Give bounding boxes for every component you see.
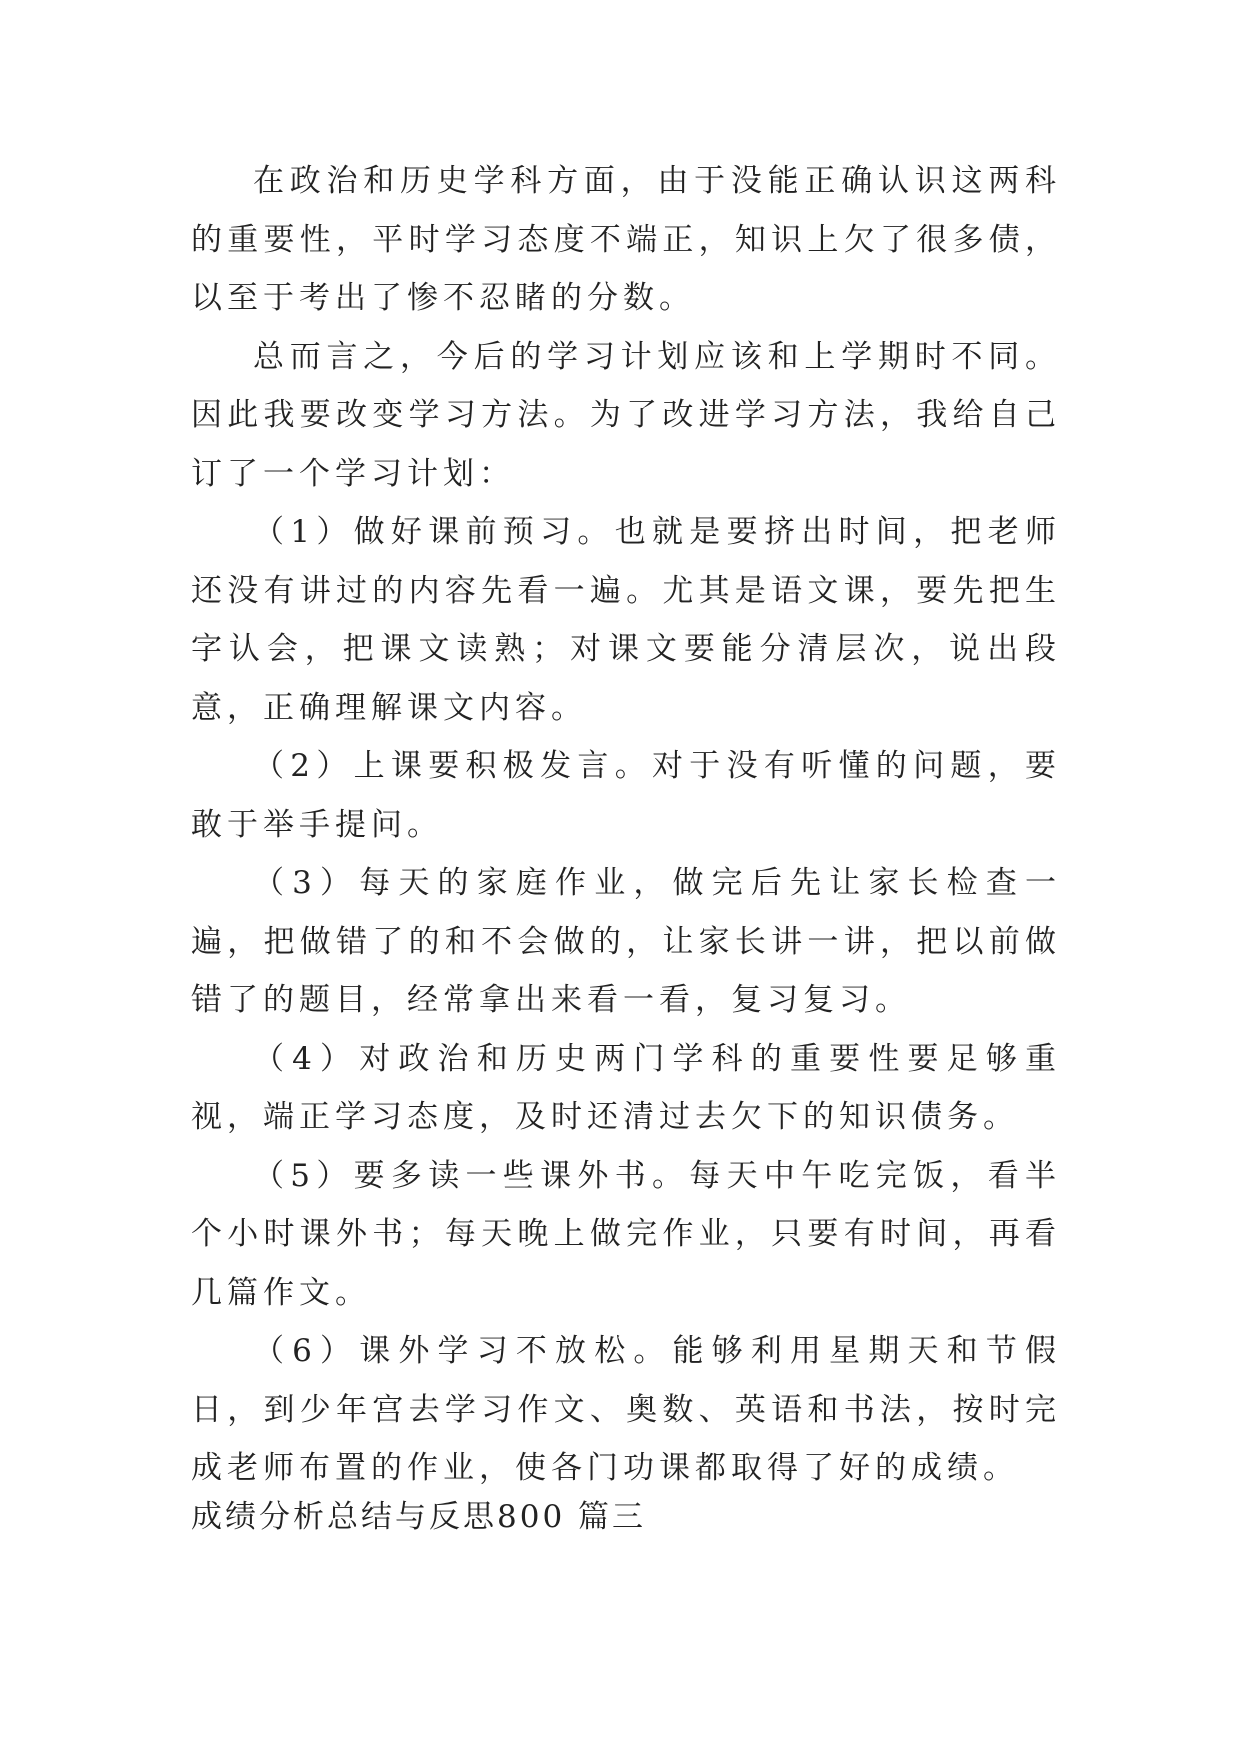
plan-item-1: （1）做好课前预习。也就是要挤出时间，把老师还没有讲过的内容先看一遍。尤其是语文课，要先把生字认会，把课文读熟；对课文要能分清层次，说出段意，正确理解课文内容。: [191, 514, 1061, 726]
section-heading: 成绩分析总结与反思800 篇三: [191, 1499, 647, 1535]
plan-item-2: （2）上课要积极发言。对于没有听懂的问题，要敢于举手提问。: [191, 748, 1061, 843]
paragraph-summary: 总而言之，今后的学习计划应该和上学期时不同。因此我要改变学习方法。为了改进学习方法，我给自己订了一个学习计划：: [191, 338, 1061, 492]
plan-item-5: （5）要多读一些课外书。每天中午吃完饭，看半个小时课外书；每天晚上做完作业，只要有时间，再看几篇作文。: [191, 1157, 1061, 1311]
plan-item-4: （4）对政治和历史两门学科的重要性要足够重视，端正学习态度，及时还清过去欠下的知识债务。: [191, 1040, 1061, 1135]
plan-item-3: （3）每天的家庭作业，做完后先让家长检查一遍，把做错了的和不会做的，让家长讲一讲，把以前做错了的题目，经常拿出来看一看，复习复习。: [191, 865, 1061, 1018]
document-body: [191, 152, 1061, 1498]
plan-item-6: （6）课外学习不放松。能够利用星期天和节假日，到少年宫去学习作文、奥数、英语和书法，按时完成老师布置的作业，使各门功课都取得了好的成绩。: [191, 1333, 1061, 1486]
paragraph-politics-history: 在政治和历史学科方面，由于没能正确认识这两科的重要性，平时学习态度不端正，知识上欠了很多债，以至于考出了惨不忍睹的分数。: [191, 163, 1061, 316]
